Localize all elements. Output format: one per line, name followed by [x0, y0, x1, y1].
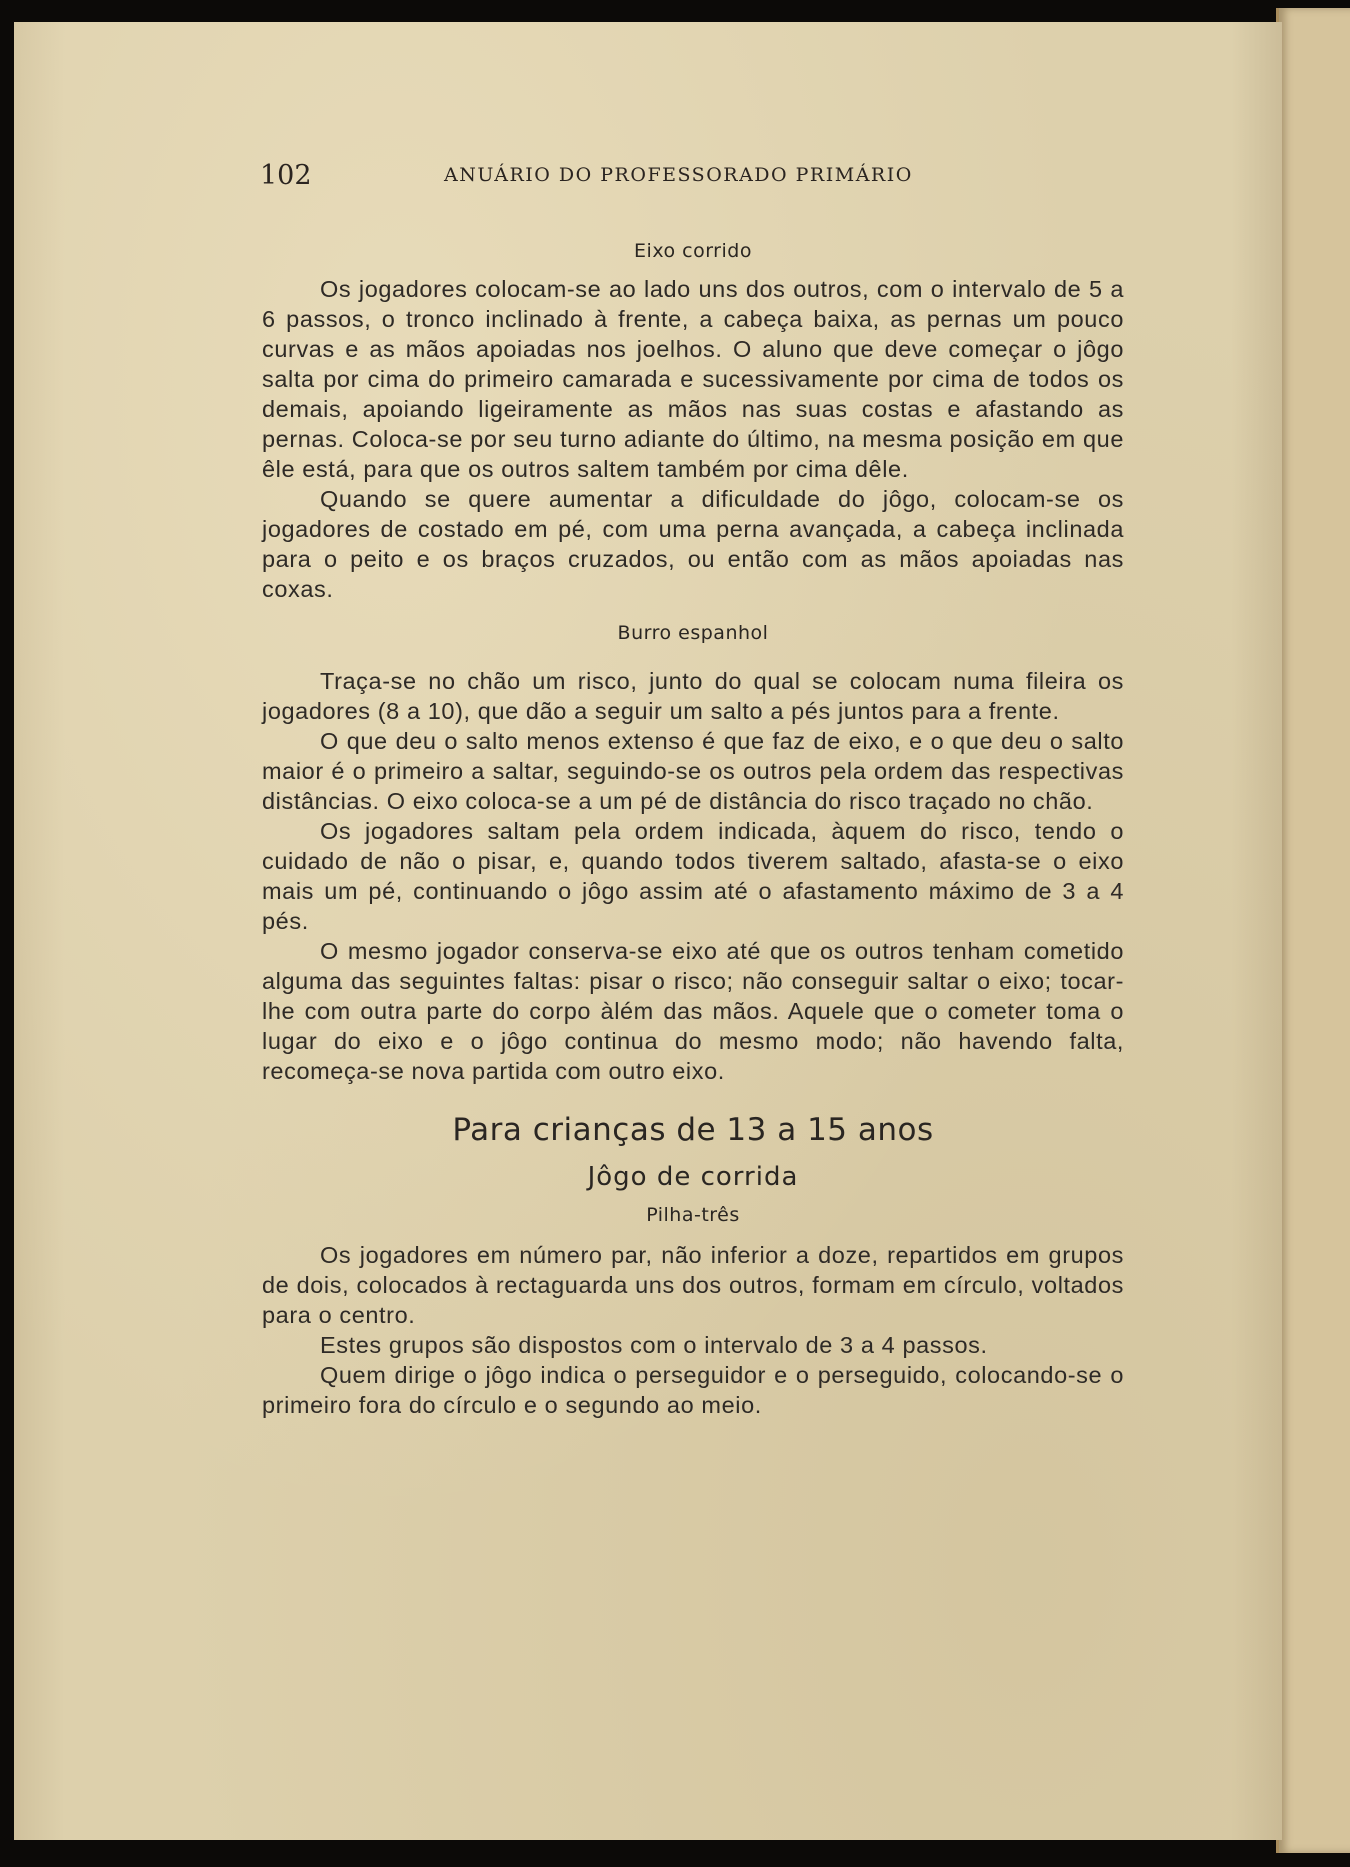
paragraph: Os jogadores em número par, não inferior a doze, repartidos em grupos de dois, colocados à rectaguarda uns dos outros, formam em círculo, voltados para o centro. — [262, 1242, 1124, 1328]
section-eixo-corrido — [262, 274, 1124, 604]
heading-burro-espanhol: Burro espanhol — [617, 622, 769, 644]
paragraph: Estes grupos são dispostos com o intervalo de 3 a 4 passos. — [320, 1332, 988, 1358]
age-group-title: Para crianças de 13 a 15 anos — [452, 1112, 934, 1148]
paragraph: O que deu o salto menos extenso é que faz de eixo, e o que deu o salto maior é o primeiro a saltar, seguindo-se os outros pela ordem das respectivas distâncias. O eixo coloca-se a um pé de distância do risco traçado no chão. — [262, 728, 1124, 814]
heading-pilha-tres: Pilha-três — [646, 1204, 740, 1226]
paragraph: Quando se quere aumentar a dificuldade do jôgo, colocam-se os jogadores de costado em pé, com uma perna avançada, a cabeça inclinada para o peito e os braços cruzados, ou então com as mãos apoiadas nas coxas. — [262, 486, 1124, 602]
paragraph: Os jogadores saltam pela ordem indicada, àquem do risco, tendo o cuidado de não o pisar, e, quando todos tiverem saltado, afasta-se o eixo mais um pé, continuando o jôgo assim até o afastamento máximo de 3 a 4 pés. — [262, 818, 1124, 934]
game-category-title: Jôgo de corrida — [587, 1162, 799, 1192]
running-head: ANUÁRIO DO PROFESSORADO PRIMÁRIO — [444, 164, 913, 186]
section-pilha-tres — [262, 1240, 1124, 1420]
paragraph: Quem dirige o jôgo indica o perseguidor e o perseguido, colocando-se o primeiro fora do círculo e o segundo ao meio. — [262, 1362, 1124, 1418]
adjacent-page-edge — [1276, 8, 1350, 1853]
page-content — [262, 240, 1124, 1420]
page-header — [260, 160, 940, 194]
heading-eixo-corrido: Eixo corrido — [634, 240, 752, 262]
paragraph: Traça-se no chão um risco, junto do qual se colocam numa fileira os jogadores (8 a 10), que dão a seguir um salto a pés juntos para a frente. — [262, 668, 1124, 724]
page-number: 102 — [260, 160, 312, 191]
paragraph: Os jogadores colocam-se ao lado uns dos outros, com o intervalo de 5 a 6 passos, o tronco inclinado à frente, a cabeça baixa, as pernas um pouco curvas e as mãos apoiadas nos joelhos. O aluno que deve começar o jôgo salta por cima do primeiro camarada e sucessivamente por cima de todos os demais, apoiando ligeiramente as mãos nas suas costas e afastando as pernas. Coloca-se por seu turno adiante do último, na mesma posição em que êle está, para que os outros saltem também por cima dêle. — [262, 276, 1124, 482]
section-burro-espanhol — [262, 666, 1124, 1086]
paragraph: O mesmo jogador conserva-se eixo até que os outros tenham cometido alguma das seguintes faltas: pisar o risco; não conseguir saltar o eixo; tocar-lhe com outra parte do corpo àlém das mãos. Aquele que o cometer toma o lugar do eixo e o jôgo continua do mesmo modo; não havendo falta, recomeça-se nova partida com outro eixo. — [262, 938, 1124, 1084]
